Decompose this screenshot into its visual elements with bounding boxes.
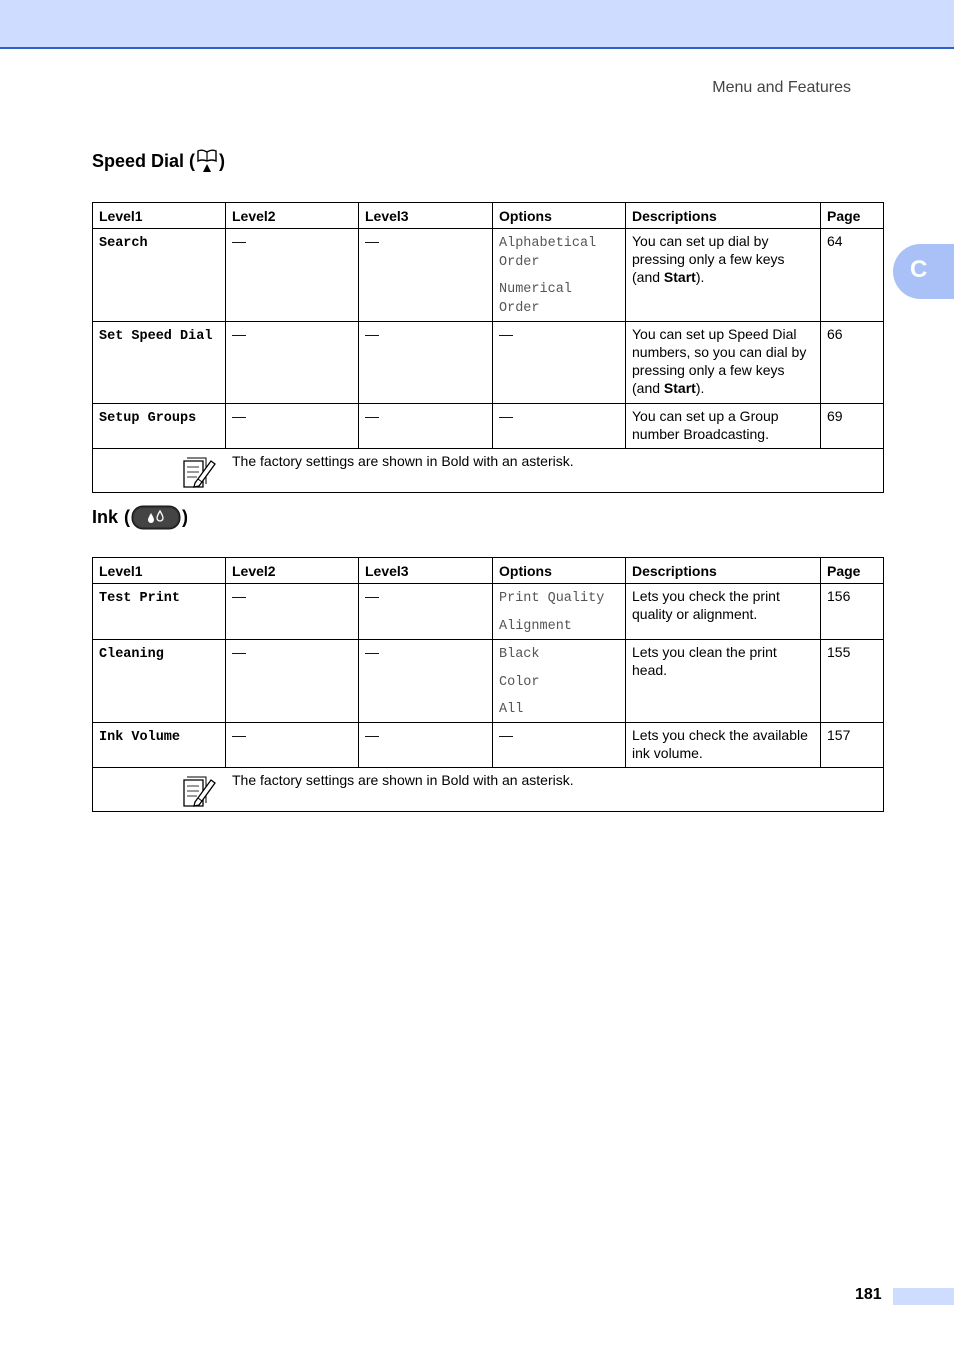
level1-cell: Test Print xyxy=(93,584,226,640)
options-cell xyxy=(493,723,626,768)
level2-cell: — xyxy=(226,322,359,404)
level2-cell: — xyxy=(226,640,359,723)
section-title-ink xyxy=(92,505,188,530)
level3-cell: — xyxy=(359,404,493,449)
options-cell xyxy=(493,322,626,404)
table-row xyxy=(93,640,884,723)
page-cell: 69 xyxy=(821,404,884,449)
chapter-tab[interactable] xyxy=(893,244,954,299)
option-item: Print Quality xyxy=(499,591,605,606)
option-item: — xyxy=(499,326,513,342)
page-cell: 66 xyxy=(821,322,884,404)
option-item: Alphabetical Order xyxy=(499,236,597,270)
note-text: The factory settings are shown in Bold with an asterisk. xyxy=(232,772,574,788)
column-header: Descriptions xyxy=(626,203,821,229)
page-cell: 156 xyxy=(821,584,884,640)
speed-dial-table xyxy=(92,202,884,493)
note-text: The factory settings are shown in Bold with an asterisk. xyxy=(232,453,574,469)
page-number-bar xyxy=(893,1288,954,1305)
description-cell xyxy=(626,229,821,322)
options-cell xyxy=(493,640,626,723)
option-item: All xyxy=(499,702,524,717)
note-row xyxy=(93,768,884,812)
level3-cell: — xyxy=(359,640,493,723)
speed-dial-book-icon xyxy=(196,148,218,174)
description-bold: Start xyxy=(663,269,696,285)
description-cell xyxy=(626,723,821,768)
table-row xyxy=(93,404,884,449)
level2-cell: — xyxy=(226,584,359,640)
paren-open: ( xyxy=(189,150,196,171)
description-text: Lets you check the print quality or alignment. xyxy=(632,588,780,622)
option-item: Color xyxy=(499,675,540,690)
column-header: Level1 xyxy=(93,203,226,229)
paren-close: ) xyxy=(219,150,226,171)
chapter-tab-letter: C xyxy=(910,256,928,283)
level2-cell: — xyxy=(226,723,359,768)
level1-cell: Ink Volume xyxy=(93,723,226,768)
note-pencil-icon xyxy=(181,455,217,489)
section-title-speed-dial xyxy=(92,148,225,174)
column-header: Page xyxy=(821,203,884,229)
description-cell xyxy=(626,322,821,404)
page-cell: 155 xyxy=(821,640,884,723)
option-item: Black xyxy=(499,647,540,662)
column-header: Level2 xyxy=(226,558,359,584)
description-tail: ). xyxy=(695,269,705,285)
page-cell: 64 xyxy=(821,229,884,322)
description-text: You can set up Speed Dial numbers, so you can dial by pressing only a few keys (and xyxy=(632,326,807,396)
table-row xyxy=(93,322,884,404)
level2-cell: — xyxy=(226,404,359,449)
note-pencil-icon xyxy=(181,774,217,808)
page-cell: 157 xyxy=(821,723,884,768)
running-head: Menu and Features xyxy=(712,79,851,96)
table-row xyxy=(93,229,884,322)
options-cell xyxy=(493,404,626,449)
level3-cell: — xyxy=(359,322,493,404)
column-header: Level3 xyxy=(359,558,493,584)
column-header: Descriptions xyxy=(626,558,821,584)
description-text: Lets you check the available ink volume. xyxy=(632,727,808,761)
note-cell xyxy=(93,449,884,493)
ink-table xyxy=(92,557,884,812)
description-cell xyxy=(626,640,821,723)
ink-button-icon xyxy=(131,505,181,530)
column-header: Level2 xyxy=(226,203,359,229)
note-row xyxy=(93,449,884,493)
level1-cell: Set Speed Dial xyxy=(93,322,226,404)
description-text: You can set up dial by pressing only a few keys (and xyxy=(632,233,785,285)
level1-cell: Search xyxy=(93,229,226,322)
level1-cell: Cleaning xyxy=(93,640,226,723)
level1-cell: Setup Groups xyxy=(93,404,226,449)
option-item: — xyxy=(499,727,513,743)
section-title-text: Ink xyxy=(92,507,119,527)
table-header-row xyxy=(93,203,884,229)
top-header-band xyxy=(0,0,954,49)
table-row xyxy=(93,723,884,768)
description-tail: ). xyxy=(695,380,705,396)
level3-cell: — xyxy=(359,723,493,768)
level3-cell: — xyxy=(359,584,493,640)
description-cell xyxy=(626,404,821,449)
column-header: Level1 xyxy=(93,558,226,584)
note-cell xyxy=(93,768,884,812)
column-header: Page xyxy=(821,558,884,584)
level3-cell: — xyxy=(359,229,493,322)
level2-cell: — xyxy=(226,229,359,322)
paren-close: ) xyxy=(182,507,189,527)
description-cell xyxy=(626,584,821,640)
description-text: You can set up a Group number Broadcasting. xyxy=(632,408,779,442)
option-item: Alignment xyxy=(499,619,572,634)
column-header: Level3 xyxy=(359,203,493,229)
options-cell xyxy=(493,584,626,640)
description-text: Lets you clean the print head. xyxy=(632,644,777,678)
section-title-text: Speed Dial xyxy=(92,150,185,171)
table-row xyxy=(93,584,884,640)
option-item: — xyxy=(499,408,513,424)
option-item: Numerical Order xyxy=(499,282,572,316)
options-cell xyxy=(493,229,626,322)
table-header-row xyxy=(93,558,884,584)
column-header: Options xyxy=(493,203,626,229)
column-header: Options xyxy=(493,558,626,584)
description-bold: Start xyxy=(663,380,696,396)
page-number: 181 xyxy=(855,1286,882,1303)
paren-open: ( xyxy=(124,507,131,527)
